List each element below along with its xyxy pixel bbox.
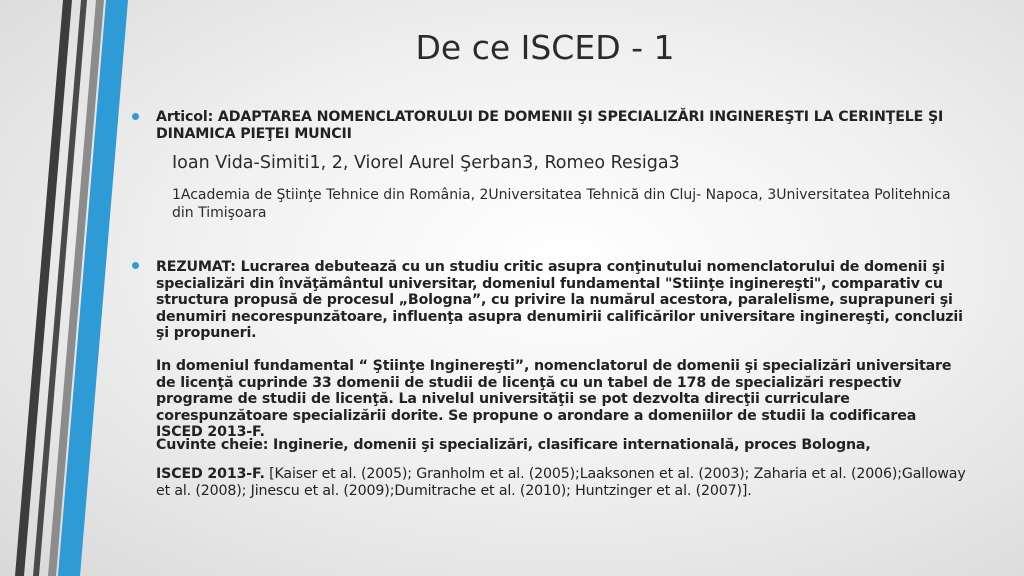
slide-title: De ce ISCED - 1	[415, 28, 675, 67]
article-authors: Ioan Vida-Simiti1, 2, Viorel Aurel Şerban3, Romeo Resiga3	[172, 153, 680, 173]
isced-label: ISCED 2013-F.	[156, 466, 265, 482]
keywords-line: Cuvinte cheie: Inginerie, domenii şi specializări, clasificare internatională, proces Bologna,	[156, 437, 871, 453]
bullet-rezumat-icon	[132, 262, 139, 269]
decorative-stripes	[0, 0, 150, 576]
domain-paragraph: In domeniul fundamental “ Ştiinţe Inginereşti”, nomenclatorul de domenii şi specializări universitare de licenţă cuprinde 33 domenii de studii de licenţă cu un tabel de 178 de specializări respectiv programe de studii de licenţă. La nivelul universităţii se pot dezvolta direcţii curriculare corespunzătoare specializării dorite. Se propune o arondare a domeniilor de studii la codificarea ISCED 2013-F.	[156, 358, 952, 440]
rezumat-paragraph: REZUMAT: Lucrarea debutează cu un studiu critic asupra conţinutului nomenclatorului de domenii şi specializări din învăţământul universitar, domeniul fundamental "Stiinţe inginereşti", comparativ cu structura propusă de procesul „Bologna”, cu privire la numărul acestora, paralelisme, suprapuneri şi denumiri necorespunzătoare, influenţa asupra denumirii calificărilor universitare inginereşti, concluzii şi propuneri.	[156, 259, 963, 341]
references-text: [Kaiser et al. (2005); Granholm et al. (2005);Laaksonen et al. (2003); Zaharia et al. (2006);Galloway et al. (2008); Jinescu et al. (2009);Dumitrache et al. (2010); Huntzinger et al. (2007)].	[156, 466, 966, 499]
bullet-article-icon	[132, 113, 139, 120]
article-affiliations: 1Academia de Ştiinţe Tehnice din România, 2Universitatea Tehnică din Cluj- Napoca, 3Universitatea Politehnica din Timişoara	[172, 187, 951, 221]
isced-references	[156, 466, 966, 499]
article-heading: Articol: ADAPTAREA NOMENCLATORULUI DE DOMENII ŞI SPECIALIZĂRI INGINEREŞTI LA CERINŢELE ŞI DINAMICA PIEŢEI MUNCII	[156, 109, 944, 142]
